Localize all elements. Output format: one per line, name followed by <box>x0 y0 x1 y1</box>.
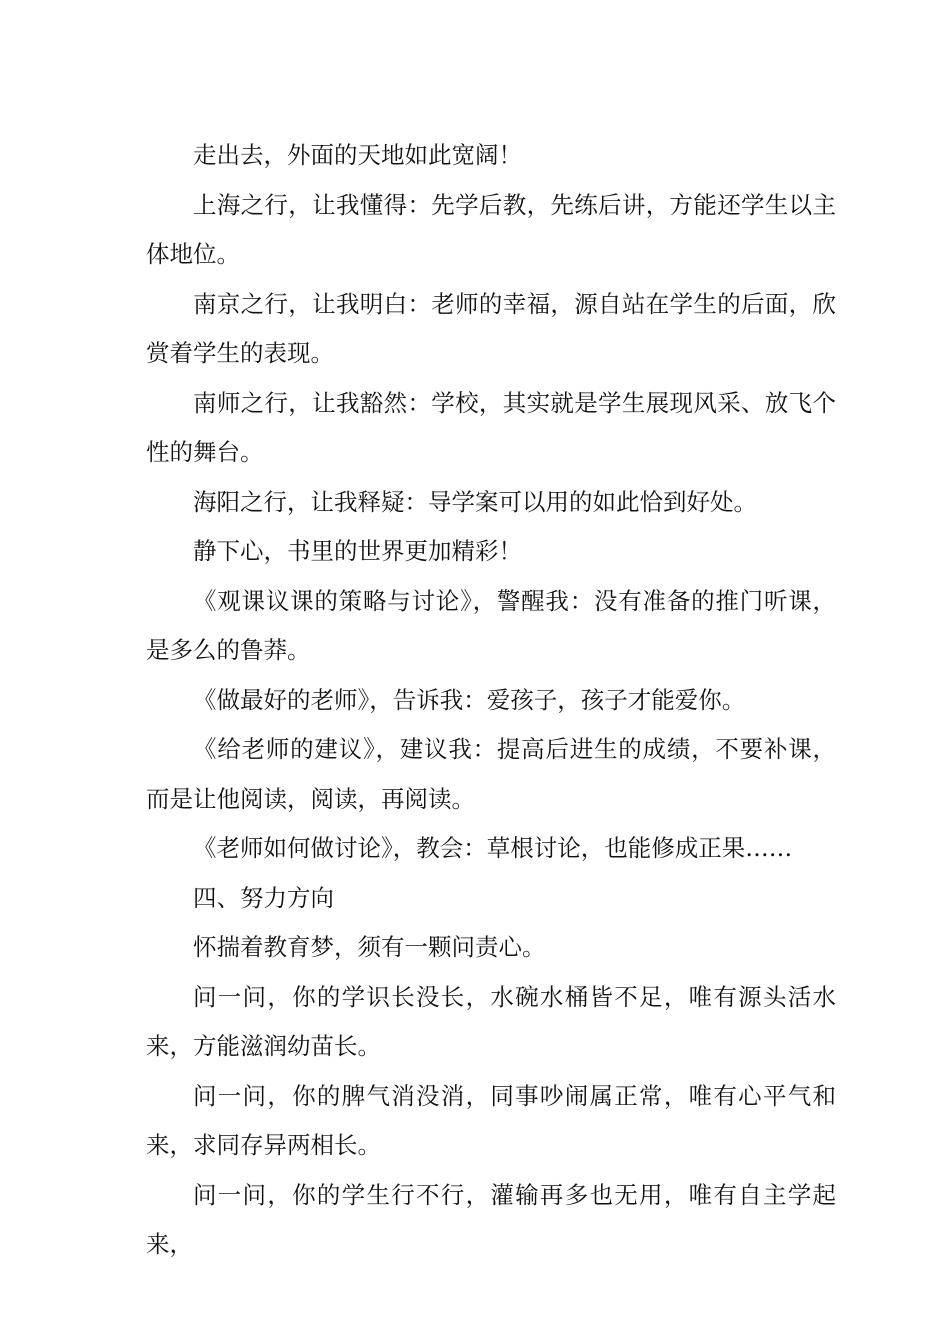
paragraph: 问一问，你的脾气消没消，同事吵闹属正常，唯有心平气和来，求同存异两相长。 <box>146 1081 836 1159</box>
paragraph: 《观课议课的策略与讨论》，警醒我：没有准备的推门听课，是多么的鲁莽。 <box>146 586 836 664</box>
paragraph: 上海之行，让我懂得：先学后教，先练后讲，方能还学生以主体地位。 <box>146 190 836 268</box>
paragraph: 走出去，外面的天地如此宽阔！ <box>193 141 522 169</box>
paragraph: 海阳之行，让我释疑：导学案可以用的如此恰到好处。 <box>193 487 757 516</box>
paragraph: 《老师如何做讨论》，教会：草根讨论，也能修成正果…… <box>193 834 793 862</box>
document-body <box>146 131 836 1270</box>
paragraph: 《做最好的老师》，告诉我：爱孩子，孩子才能爱你。 <box>193 685 746 714</box>
paragraph: 问一问，你的学识长没长，水碗水桶皆不足，唯有源头活水来，方能滋润幼苗长。 <box>146 982 836 1060</box>
paragraph: 怀揣着教育梦，须有一颗问责心。 <box>193 933 546 961</box>
paragraph: 静下心，书里的世界更加精彩！ <box>193 537 522 565</box>
paragraph: 《给老师的建议》，建议我：提高后进生的成绩，不要补课，而是让他阅读，阅读，再阅读。 <box>146 735 836 813</box>
paragraph: 南京之行，让我明白：老师的幸福，源自站在学生的后面，欣赏着学生的表现。 <box>146 289 836 367</box>
paragraph: 问一问，你的学生行不行，灌输再多也无用，唯有自主学起来， <box>146 1180 836 1258</box>
paragraph: 南师之行，让我豁然：学校，其实就是学生展现风采、放飞个性的舞台。 <box>146 388 836 466</box>
section-heading: 四、努力方向 <box>193 883 334 912</box>
